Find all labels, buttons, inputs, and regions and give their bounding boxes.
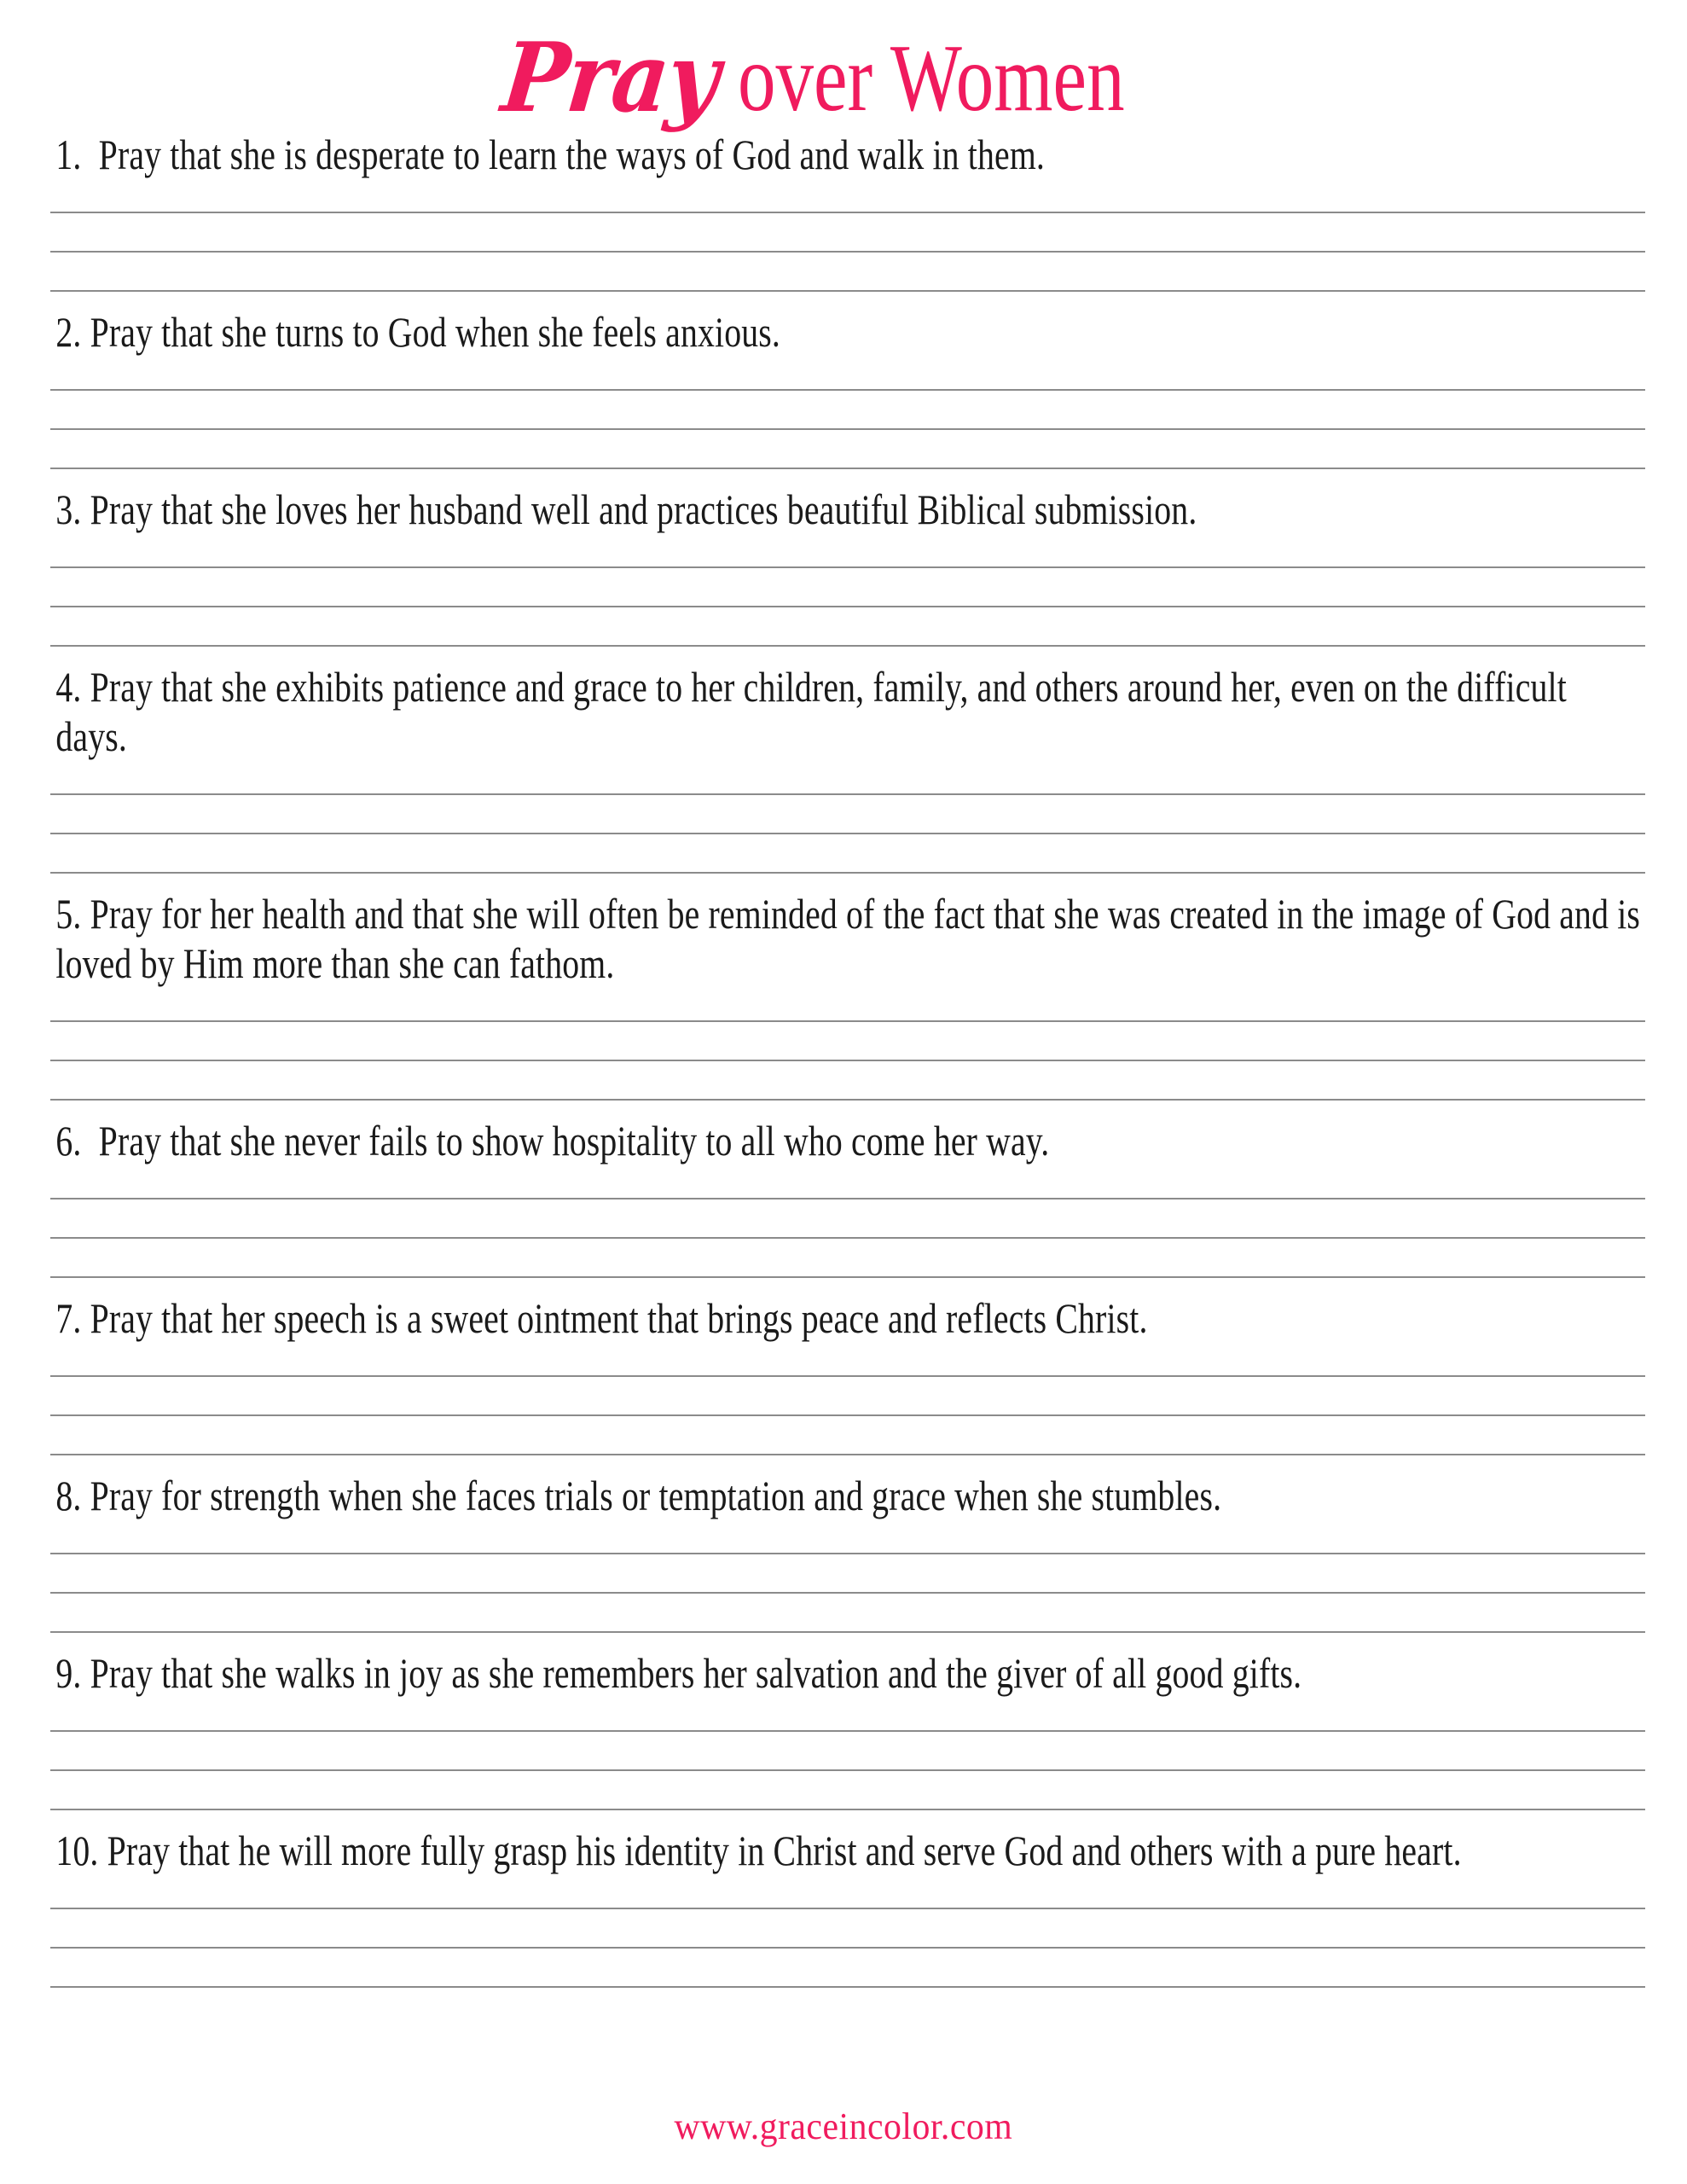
prayer-prompt-text: 5. Pray for her health and that she will often be reminded of the fact that she was created in the image of God and is loved by Him more than she can fathom. bbox=[55, 890, 1649, 987]
writing-lines-group bbox=[50, 1020, 1645, 1101]
item-spacer bbox=[50, 1278, 1645, 1293]
writing-lines-group bbox=[50, 1375, 1645, 1455]
item-spacer bbox=[50, 469, 1645, 485]
prayer-prompt-text: 10. Pray that he will more fully grasp his identity in Christ and serve God and others with a pure heart. bbox=[55, 1827, 1462, 1874]
page-title-serif-words: over Women bbox=[738, 25, 1126, 131]
prayer-prompt-item bbox=[50, 485, 1645, 662]
prayer-prompt-item bbox=[50, 307, 1645, 485]
writing-line[interactable] bbox=[50, 606, 1645, 607]
prayer-prompt-text: 1. Pray that she is desperate to learn the ways of God and walk in them. bbox=[55, 131, 1046, 178]
page-title-script-word: Pray bbox=[496, 22, 723, 134]
writing-lines-group bbox=[50, 1553, 1645, 1633]
writing-line[interactable] bbox=[50, 251, 1645, 253]
writing-line[interactable] bbox=[50, 1908, 1645, 1909]
item-spacer bbox=[50, 1101, 1645, 1116]
item-spacer bbox=[50, 1810, 1645, 1826]
item-spacer bbox=[50, 1988, 1645, 2003]
writing-line[interactable] bbox=[50, 1769, 1645, 1771]
prayer-prompt-item bbox=[50, 1648, 1645, 1826]
writing-lines-group bbox=[50, 1198, 1645, 1278]
prayer-prompt-item bbox=[50, 1293, 1645, 1471]
prayer-prompt-item bbox=[50, 1116, 1645, 1293]
prayer-prompt-text: 4. Pray that she exhibits patience and grace to her children, family, and others around her, even on the difficult days. bbox=[55, 663, 1576, 760]
prayer-prompt-text: 9. Pray that she walks in joy as she remembers her salvation and the giver of all good gifts. bbox=[55, 1649, 1302, 1697]
prayer-prompt-item bbox=[50, 1471, 1645, 1648]
item-spacer bbox=[50, 874, 1645, 889]
writing-line[interactable] bbox=[50, 1592, 1645, 1594]
writing-line[interactable] bbox=[50, 1553, 1645, 1554]
writing-line[interactable] bbox=[50, 1237, 1645, 1239]
prayer-prompt-text: 8. Pray for strength when she faces trials or temptation and grace when she stumbles. bbox=[55, 1472, 1222, 1519]
prayer-prompt-text: 6. Pray that she never fails to show hospitality to all who come her way. bbox=[55, 1117, 1050, 1165]
item-spacer bbox=[50, 1633, 1645, 1648]
writing-lines-group bbox=[50, 1908, 1645, 1988]
writing-line[interactable] bbox=[50, 212, 1645, 213]
writing-lines-group bbox=[50, 389, 1645, 469]
writing-lines-group bbox=[50, 1730, 1645, 1810]
website-url[interactable]: www.graceincolor.com bbox=[674, 2106, 1013, 2147]
prayer-prompt-text: 2. Pray that she turns to God when she feels anxious. bbox=[55, 308, 781, 356]
writing-lines-group bbox=[50, 793, 1645, 874]
writing-line[interactable] bbox=[50, 793, 1645, 795]
prayer-prompt-item bbox=[50, 1826, 1645, 2003]
prayer-prompt-item bbox=[50, 889, 1649, 1116]
footer bbox=[0, 2105, 1687, 2148]
writing-line[interactable] bbox=[50, 1947, 1645, 1949]
writing-line[interactable] bbox=[50, 389, 1645, 391]
prayer-prompt-text: 7. Pray that her speech is a sweet ointment that brings peace and reflects Christ. bbox=[55, 1294, 1148, 1342]
writing-line[interactable] bbox=[50, 566, 1645, 568]
writing-line[interactable] bbox=[50, 1198, 1645, 1199]
item-spacer bbox=[50, 1455, 1645, 1471]
writing-line[interactable] bbox=[50, 1060, 1645, 1061]
writing-line[interactable] bbox=[50, 1414, 1645, 1416]
item-spacer bbox=[50, 292, 1645, 307]
writing-line[interactable] bbox=[50, 833, 1645, 834]
page-title bbox=[0, 0, 1687, 134]
writing-lines-group bbox=[50, 566, 1645, 647]
writing-line[interactable] bbox=[50, 1730, 1645, 1732]
writing-line[interactable] bbox=[50, 1375, 1645, 1377]
prayer-prompt-item bbox=[50, 130, 1645, 307]
writing-line[interactable] bbox=[50, 1020, 1645, 1022]
prayer-prompt-text: 3. Pray that she loves her husband well and practices beautiful Biblical submission. bbox=[55, 485, 1197, 533]
writing-lines-group bbox=[50, 212, 1645, 292]
prayer-prompt-list bbox=[42, 130, 1649, 2003]
item-spacer bbox=[50, 647, 1645, 662]
prayer-prompt-item bbox=[50, 662, 1645, 889]
writing-line[interactable] bbox=[50, 428, 1645, 430]
